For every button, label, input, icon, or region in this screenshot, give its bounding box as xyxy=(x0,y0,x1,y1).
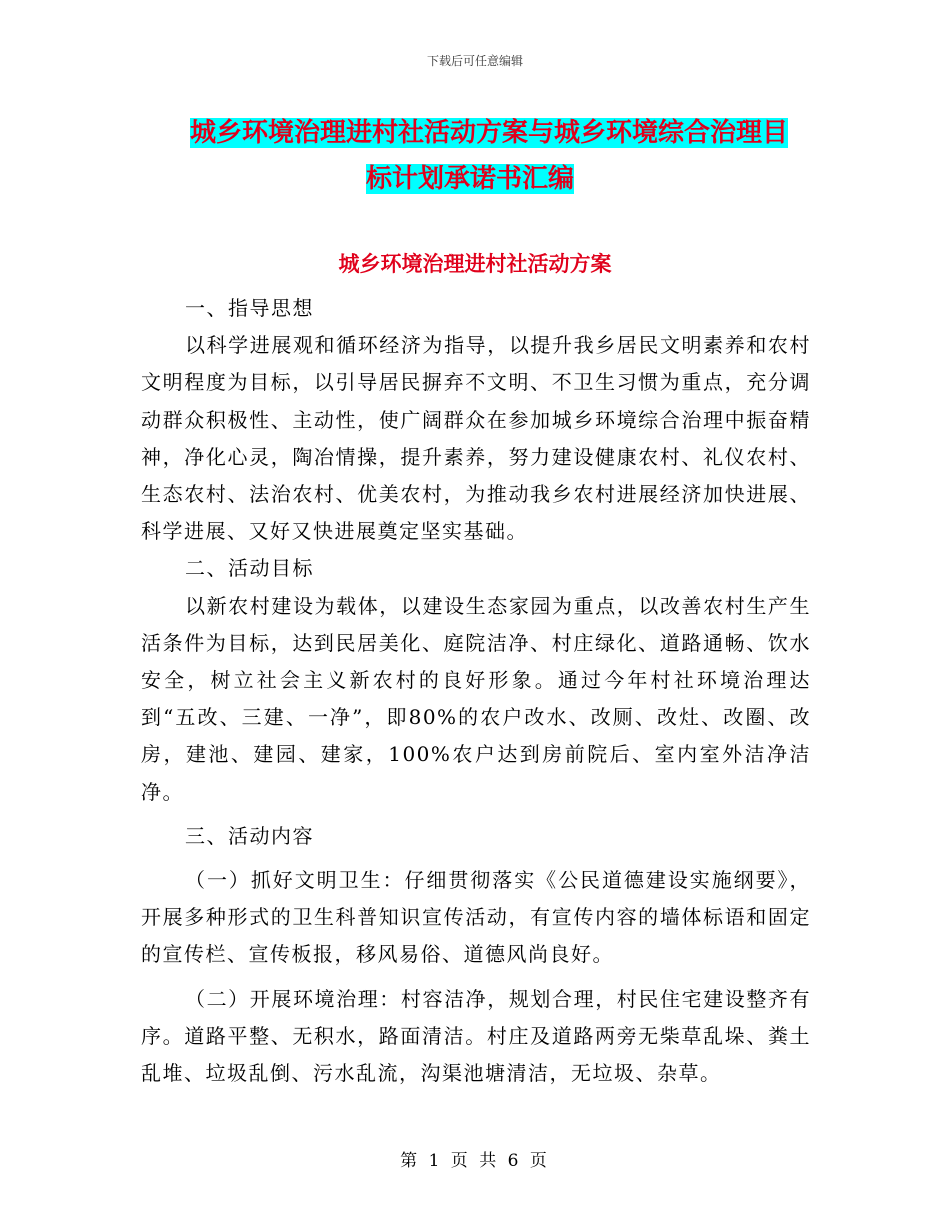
section-title: 城乡环境治理进村社活动方案 xyxy=(338,252,612,276)
paragraph-guiding-thought: 以科学进展观和循环经济为指导，以提升我乡居民文明素养和农村文明程度为目标，以引导居民摒弃不文明、不卫生习惯为重点，充分调动群众积极性、主动性，使广阔群众在参加城乡环境综合治理中振奋精神，净化心灵，陶冶情操，提升素养，努力建设健康农村、礼仪农村、生态农村、法治农村、优美农村，为推动我乡农村进展经济加快进展、科学进展、又好又快进展奠定坚实基础。 xyxy=(141,333,811,544)
heading-guiding-thought: 一、指导思想 xyxy=(185,296,314,320)
paragraph-civilized-hygiene: （一）抓好文明卫生：仔细贯彻落实《公民道德建设实施纲要》，开展多种形式的卫生科普知识宣传活动，有宣传内容的墙体标语和固定的宣传栏、宣传板报，移风易俗、道德风尚良好。 xyxy=(141,868,811,967)
document-title-line1: 城乡环境治理进村社活动方案与城乡环境综合治理目 xyxy=(190,118,789,148)
document-title xyxy=(190,110,810,202)
heading-activity-content: 三、活动内容 xyxy=(185,823,314,848)
header-note: 下载后可任意编辑 xyxy=(426,54,523,68)
document-title-line2: 标计划承诺书汇编 xyxy=(365,164,574,194)
paragraph-activity-goal: 以新农村建设为载体，以建设生态家园为重点，以改善农村生产生活条件为目标，达到民居美化、庭院洁净、村庄绿化、道路通畅、饮水安全，树立社会主义新农村的良好形象。通过今年村社环境治理达到“五改、三建、一净”，即80%的农户改水、改厕、改灶、改圈、改房，建池、建园、建家，100%农户达到房前院后、室内室外洁净洁净。 xyxy=(141,593,811,804)
heading-activity-goal: 二、活动目标 xyxy=(185,556,314,581)
document-body xyxy=(141,290,811,1092)
paragraph-environment-governance: （二）开展环境治理：村容洁净，规划合理，村民住宅建设整齐有序。道路平整、无积水，路面清洁。村庄及道路两旁无柴草乱垛、粪土乱堆、垃圾乱倒、污水乱流，沟渠池塘清洁，无垃圾、杂草。 xyxy=(141,986,811,1086)
page-footer: 第 1 页 共 6 页 xyxy=(400,1151,550,1171)
